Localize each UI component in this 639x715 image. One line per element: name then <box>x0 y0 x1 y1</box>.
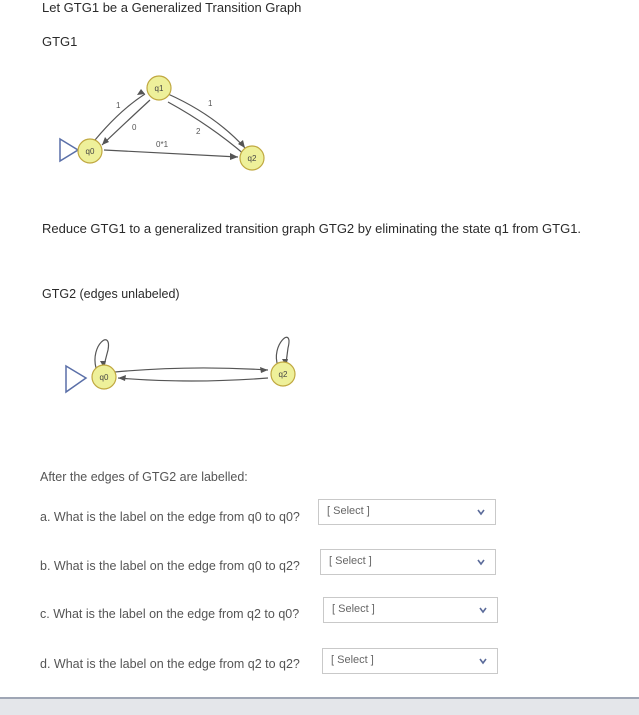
svg-text:q1: q1 <box>154 84 164 93</box>
gtg1-start-arrow <box>60 139 78 161</box>
select-a[interactable] <box>318 499 496 525</box>
question-d: d. What is the label on the edge from q2 to q2? <box>40 657 300 671</box>
gtg1-edge-q2-q1 <box>168 102 245 155</box>
gtg1-label-q0-q2: 0*1 <box>156 140 169 149</box>
chevron-down-icon <box>479 657 487 665</box>
gtg2-heading: GTG2 (edges unlabeled) <box>42 287 180 301</box>
gtg2-diagram <box>0 310 639 420</box>
gtg1-diagram <box>0 0 639 215</box>
gtg1-label-q0-q1: 1 <box>116 101 121 110</box>
gtg1-label-q1-q0: 0 <box>132 123 137 132</box>
chevron-down-icon <box>477 508 485 516</box>
footer-bar <box>0 699 639 715</box>
select-c-value: [ Select ] <box>332 603 375 615</box>
question-b: b. What is the label on the edge from q0 to q2? <box>40 559 300 573</box>
chevron-down-icon <box>477 558 485 566</box>
svg-text:q2: q2 <box>278 370 288 379</box>
select-b-value: [ Select ] <box>329 555 372 567</box>
gtg1-edge-q0-q2 <box>104 150 238 157</box>
after-text: After the edges of GTG2 are labelled: <box>40 470 248 484</box>
page-title: Let GTG1 be a Generalized Transition Graph <box>42 0 302 15</box>
gtg1-edge-q1-q2 <box>168 94 245 148</box>
chevron-down-icon <box>479 606 487 614</box>
question-c: c. What is the label on the edge from q2 to q0? <box>40 607 300 621</box>
select-d-value: [ Select ] <box>331 654 374 666</box>
gtg1-label-q2-q1: 2 <box>196 127 201 136</box>
gtg2-edge-q0-q2 <box>115 368 268 372</box>
gtg2-start-arrow <box>66 366 86 392</box>
gtg2-edge-q2-q0 <box>118 378 268 381</box>
instruction-text: Reduce GTG1 to a generalized transition graph GTG2 by eliminating the state q1 from GTG1. <box>42 221 582 236</box>
gtg1-heading: GTG1 <box>42 34 78 49</box>
svg-text:q0: q0 <box>85 147 95 156</box>
svg-text:q2: q2 <box>247 154 257 163</box>
select-d[interactable] <box>322 648 498 674</box>
svg-text:q0: q0 <box>99 373 109 382</box>
select-a-value: [ Select ] <box>327 505 370 517</box>
gtg1-label-q1-q2: 1 <box>208 99 213 108</box>
select-c[interactable] <box>323 597 498 623</box>
gtg1-edge-q1-q0 <box>102 100 150 145</box>
question-a: a. What is the label on the edge from q0 to q0? <box>40 510 300 524</box>
select-b[interactable] <box>320 549 496 575</box>
